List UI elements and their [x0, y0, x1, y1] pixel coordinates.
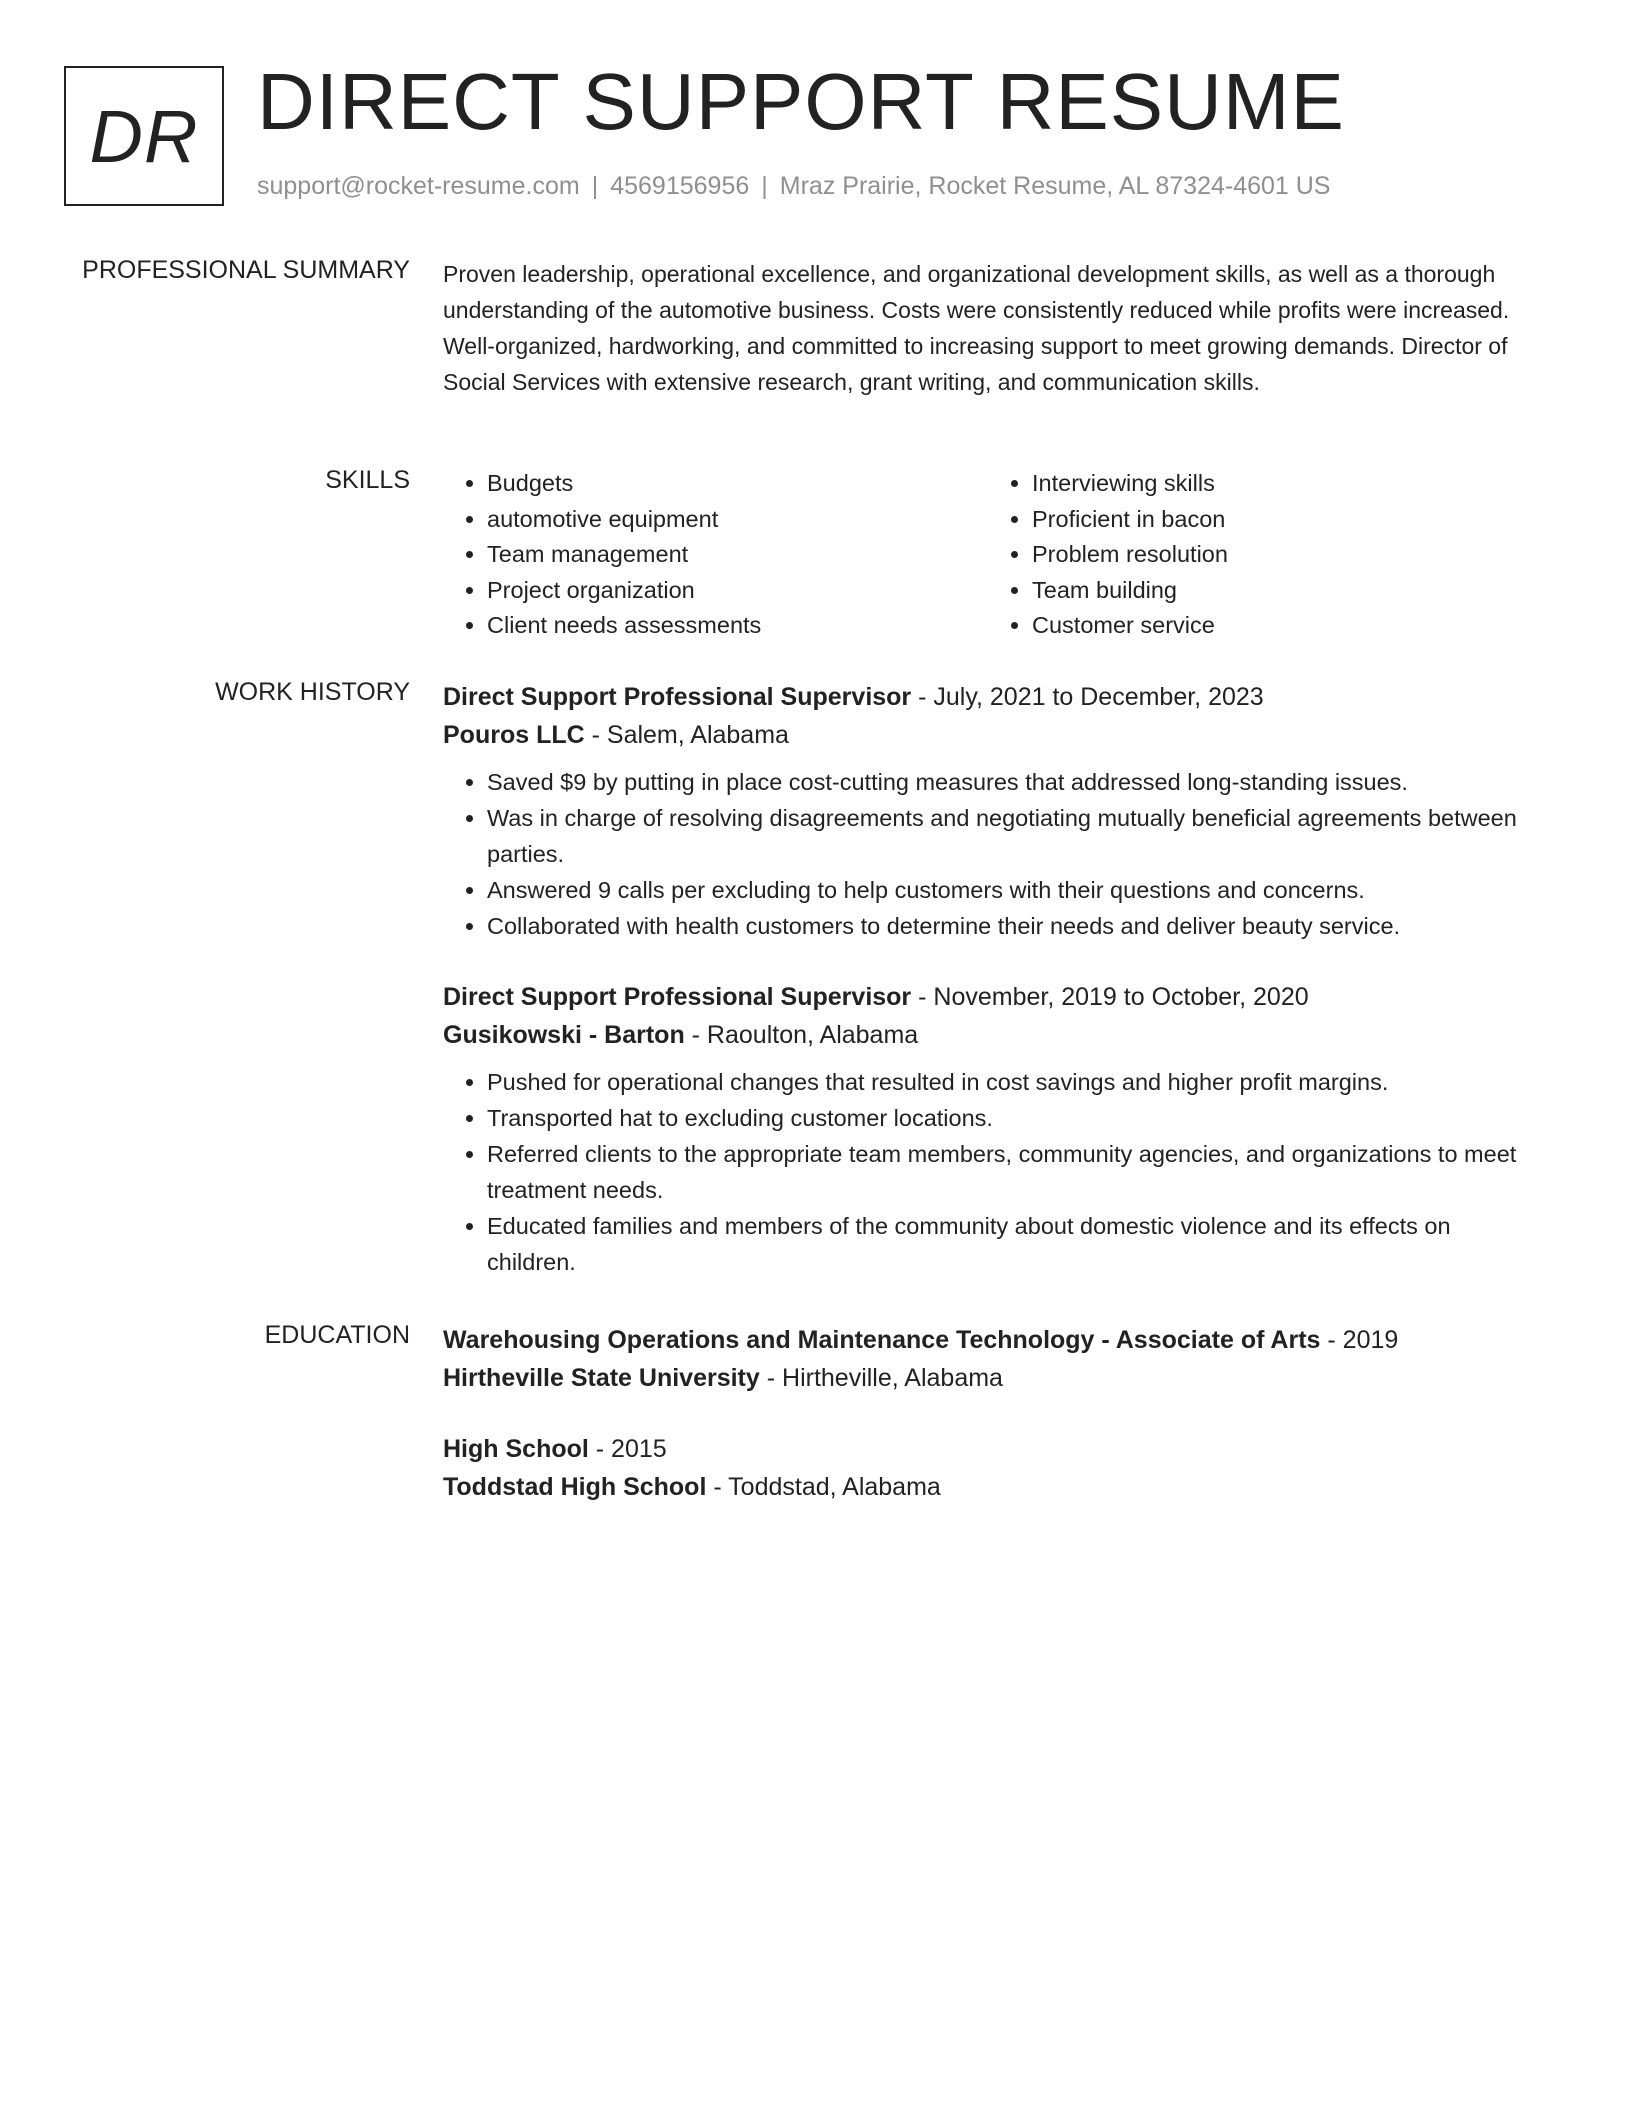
education-degree-line	[443, 1321, 1533, 1359]
contact-line	[257, 172, 1331, 201]
job-bullet: • Referred clients to the appropriate team members, community agencies, and organizations to meet treatment needs.	[487, 1136, 1533, 1208]
job-company-line	[443, 1016, 1533, 1054]
job-bullet: • Was in charge of resolving disagreements and negotiating mutually beneficial agreements between parties.	[487, 800, 1533, 872]
job-dates: - July, 2021 to December, 2023	[911, 683, 1264, 711]
job-bullet: • Pushed for operational changes that resulted in cost savings and higher profit margins.	[487, 1064, 1533, 1100]
work-heading: WORK HISTORY	[215, 678, 410, 706]
job-bullet: • Collaborated with health customers to determine their needs and deliver beauty service.	[487, 908, 1533, 944]
education-location: - Toddstad, Alabama	[706, 1473, 941, 1501]
job-company: Pouros LLC	[443, 721, 585, 749]
skill-item: • Customer service	[1032, 608, 1533, 644]
education-heading: EDUCATION	[264, 1321, 410, 1349]
job-bullet: • Transported hat to excluding customer locations.	[487, 1100, 1533, 1136]
resume-title: DIRECT SUPPORT RESUME	[257, 57, 1345, 146]
education-school: Toddstad High School	[443, 1473, 707, 1501]
skill-item: • Budgets	[487, 466, 988, 502]
job-company-line	[443, 716, 1533, 754]
job-company: Gusikowski - Barton	[443, 1021, 685, 1049]
job-title: Direct Support Professional Supervisor	[443, 983, 912, 1011]
job-entry	[443, 678, 1533, 944]
skill-item: • Problem resolution	[1032, 537, 1533, 573]
education-year: - 2019	[1320, 1326, 1399, 1354]
summary-heading: PROFESSIONAL SUMMARY	[82, 256, 410, 284]
contact-address: Mraz Prairie, Rocket Resume, AL 87324-4601 US	[779, 172, 1331, 200]
job-bullet: • Educated families and members of the community about domestic violence and its effects on children.	[487, 1208, 1533, 1280]
education-school: Hirtheville State University	[443, 1364, 760, 1392]
skills-grid	[443, 466, 1533, 644]
job-bullets	[443, 764, 1533, 944]
skills-body	[443, 466, 1533, 644]
skill-item: • Proficient in bacon	[1032, 502, 1533, 538]
job-title: Direct Support Professional Supervisor	[443, 683, 912, 711]
education-location: - Hirtheville, Alabama	[759, 1364, 1003, 1392]
education-year: - 2015	[588, 1435, 667, 1463]
education-degree-line	[443, 1430, 1533, 1468]
job-location: - Raoulton, Alabama	[684, 1021, 919, 1049]
education-entry	[443, 1430, 1533, 1506]
contact-email: support@rocket-resume.com	[257, 172, 580, 200]
skill-item: • Team management	[487, 537, 988, 573]
skill-item: • Client needs assessments	[487, 608, 988, 644]
job-bullets	[443, 1064, 1533, 1280]
contact-phone: 4569156956	[610, 172, 750, 200]
job-entry	[443, 978, 1533, 1280]
skill-item: • Project organization	[487, 573, 988, 609]
job-title-line	[443, 978, 1533, 1016]
summary-text: Proven leadership, operational excellence, and organizational development skills, as well as a thorough understanding of the automotive business. Costs were consistently reduced while profits were increased. Well-organized, hardworking, and committed to increasing support to meet growing demands. Director of Social Services with extensive research, grant writing, and communication skills.	[443, 261, 1510, 395]
job-location: - Salem, Alabama	[584, 721, 789, 749]
work-body	[443, 678, 1533, 1314]
job-dates: - November, 2019 to October, 2020	[911, 983, 1309, 1011]
monogram-badge: DR	[64, 66, 224, 206]
education-degree: Warehousing Operations and Maintenance Technology - Associate of Arts	[443, 1326, 1321, 1354]
job-title-line	[443, 678, 1533, 716]
skill-item: • Team building	[1032, 573, 1533, 609]
skills-heading: SKILLS	[325, 466, 410, 494]
skills-list-left	[443, 466, 988, 644]
education-school-line	[443, 1359, 1533, 1397]
education-entry	[443, 1321, 1533, 1397]
skills-list-right	[988, 466, 1533, 644]
summary-body	[443, 256, 1533, 400]
skill-item: • Interviewing skills	[1032, 466, 1533, 502]
job-bullet: • Saved $9 by putting in place cost-cutting measures that addressed long-standing issues.	[487, 764, 1533, 800]
education-degree: High School	[443, 1435, 589, 1463]
skill-item: • automotive equipment	[487, 502, 988, 538]
job-bullet: • Answered 9 calls per excluding to help customers with their questions and concerns.	[487, 872, 1533, 908]
education-body	[443, 1321, 1533, 1539]
contact-separator: |	[761, 172, 768, 200]
contact-separator: |	[591, 172, 599, 200]
education-school-line	[443, 1468, 1533, 1506]
